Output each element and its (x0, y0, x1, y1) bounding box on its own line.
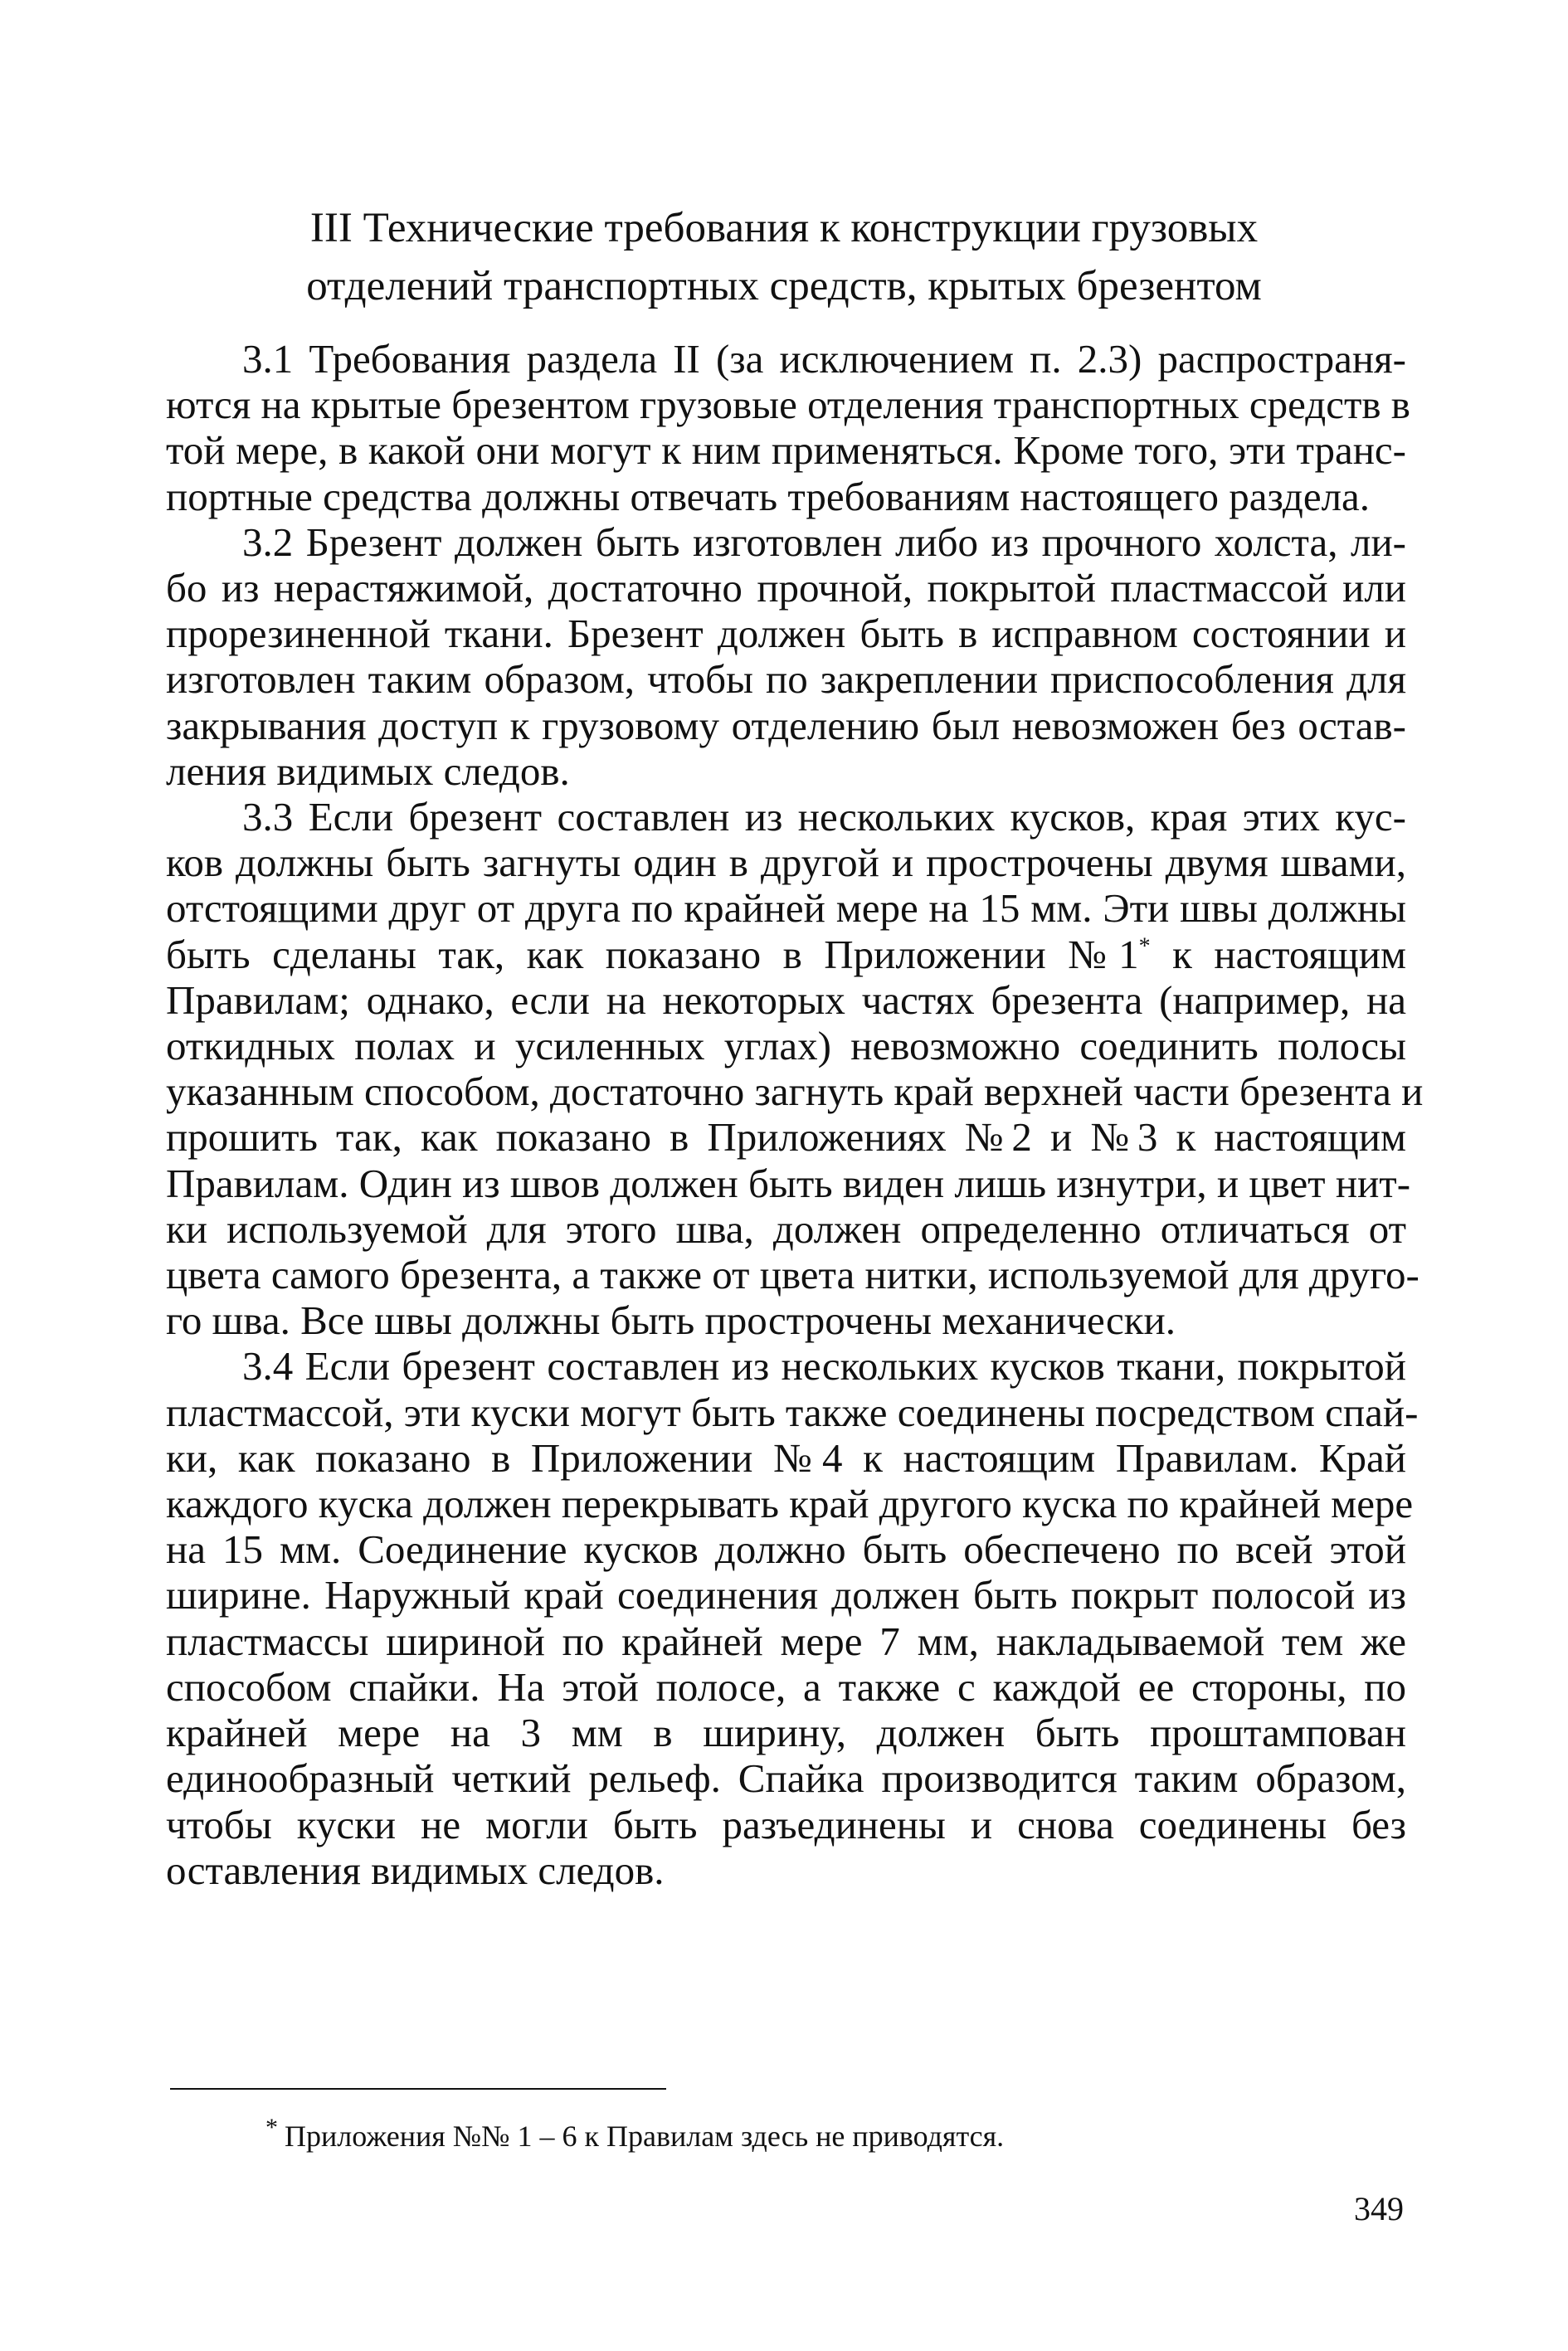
text-line: Правилам. Один из швов должен быть виден лишь изнутри, и цвет нит- (166, 1160, 1411, 1206)
text-line: на 15 мм. Соединение кусков должно быть обеспечено по всей этой (166, 1526, 1406, 1573)
text-line: бо из нерастяжимой, достаточно прочной, покрытой пластмассой или (166, 565, 1406, 611)
text-segment: к настоящим (1172, 931, 1406, 977)
paragraph-3-3 (166, 794, 1424, 1344)
text-line-with-footnote (166, 932, 1406, 977)
text-line: цвета самого брезента, а также от цвета нитки, используемой для друго- (166, 1252, 1419, 1298)
text-line: единообразный четкий рельеф. Спайка производится таким образом, (166, 1755, 1406, 1802)
text-line: ления видимых следов. (166, 747, 570, 794)
text-line: 3.3 Если брезент составлен из нескольких кусков, края этих кус- (242, 794, 1406, 840)
text-line: способом спайки. На этой полосе, а также с каждой ее стороны, по (166, 1663, 1406, 1710)
text-line: пластмассой, эти куски могут быть также соединены посредством спай- (166, 1389, 1419, 1435)
text-line: 3.4 Если брезент составлен из нескольких кусков ткани, покрытой (242, 1343, 1406, 1390)
paragraph-3-1 (166, 336, 1410, 519)
text-line: каждого куска должен перекрывать край другого куска по крайней мере (166, 1481, 1414, 1527)
footnote-reference: * (1138, 933, 1151, 960)
section-title-line-1: III Технические требования к конструкции грузовых (309, 205, 1259, 251)
text-line: го шва. Все швы должны быть прострочены механически. (166, 1297, 1176, 1344)
text-line: ки, как показано в Приложении №4 к настоящим Правилам. Край (166, 1434, 1406, 1481)
text-line: той мере, в какой они могут к ним применяться. Кроме того, эти транс- (166, 427, 1406, 474)
text-line: 3.1 Требования раздела II (за исключением п. 2.3) распространя- (242, 336, 1406, 382)
text-line: ются на крытые брезентом грузовые отделения транспортных средств в (166, 382, 1410, 428)
text-line: закрывания доступ к грузовому отделению был невозможен без остав- (166, 702, 1406, 748)
text-line: крайней мере на 3 мм в ширину, должен быть проштампован (166, 1710, 1406, 1756)
section-title (149, 199, 1419, 315)
paragraph-3-4 (166, 1343, 1419, 1893)
text-line: чтобы куски не могли быть разъединены и снова соединены без (166, 1801, 1406, 1847)
page-number: 349 (1354, 2190, 1404, 2227)
text-line: отстоящими друг от друга по крайней мере на 15 мм. Эти швы должны (166, 885, 1406, 932)
body-text (166, 336, 1424, 1893)
text-line: пластмассы шириной по крайней мере 7 мм, накладываемой тем же (166, 1618, 1406, 1664)
text-line: оставления видимых следов. (166, 1847, 665, 1893)
text-line: указанным способом, достаточно загнуть край верхней части брезента и (166, 1068, 1424, 1115)
text-line: портные средства должны отвечать требованиям настоящего раздела. (166, 473, 1371, 519)
footnote-mark: * (265, 2114, 278, 2141)
text-line: прорезиненной ткани. Брезент должен быть в исправном состоянии и (166, 611, 1406, 657)
text-segment: быть сделаны так, как показано в Приложении №1 (166, 931, 1139, 977)
footnote (265, 2114, 1005, 2154)
section-title-line-2: отделений транспортных средств, крытых брезентом (306, 263, 1262, 309)
text-line: ширине. Наружный край соединения должен быть покрыт полосой из (166, 1572, 1406, 1618)
text-line: ков должны быть загнуты один в другой и прострочены двумя швами, (166, 840, 1406, 886)
text-line: 3.2 Брезент должен быть изготовлен либо из прочного холста, ли- (242, 518, 1406, 565)
text-line: прошить так, как показано в Приложениях №2 и №3 к настоящим (166, 1114, 1406, 1161)
footnote-text: Приложения №№ 1 – 6 к Правилам здесь не приводятся. (285, 2120, 1005, 2153)
footnote-divider (170, 2088, 666, 2090)
paragraph-3-2 (166, 519, 1406, 794)
text-line: изготовлен таким образом, чтобы по закреплении приспособления для (166, 656, 1406, 703)
text-line: Правилам; однако, если на некоторых частях брезента (например, на (166, 976, 1406, 1023)
text-line: ки используемой для этого шва, должен определенно отличаться от (166, 1205, 1406, 1252)
text-line: откидных полах и усиленных углах) невозможно соединить полосы (166, 1023, 1406, 1069)
